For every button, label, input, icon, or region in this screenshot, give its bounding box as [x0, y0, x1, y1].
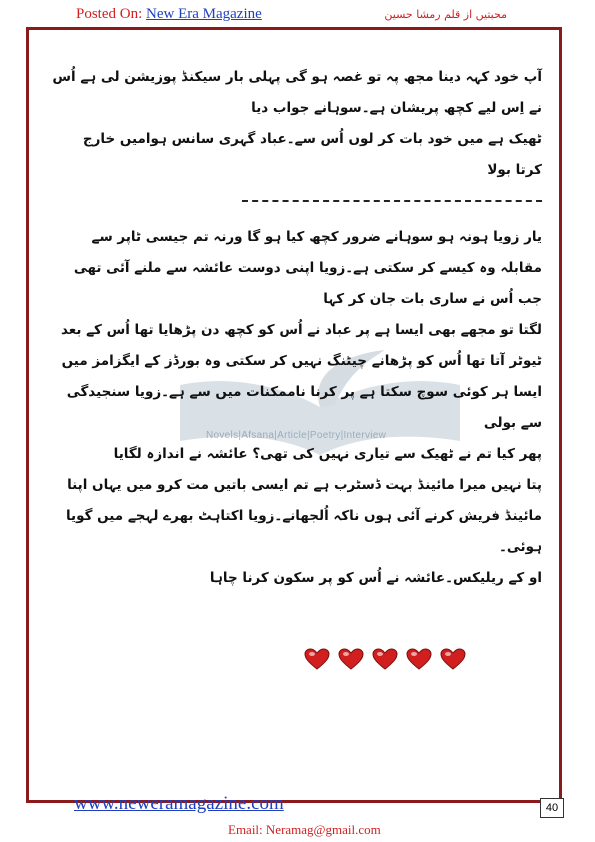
watermark-caption: Novels|Afsana|Article|Poetry|Interview: [206, 430, 387, 441]
paragraph: ٹھیک ہے میں خود بات کر لوں اُس سے۔عباد گہری سانس ہوامیں خارج کرتا بولا: [82, 131, 542, 178]
paragraph: آپ خود کہہ دینا مجھ پہ تو غصہ ہو گی پہلی بار سیکنڈ پوزیشن لی ہے اُس نے اِس لیے کچھ پریشان ہے۔سوہانے جواب دیا: [52, 69, 542, 116]
heart-icon: [372, 648, 398, 670]
heart-icon: [338, 648, 364, 670]
heart-icon: [406, 648, 432, 670]
hearts-decoration: [304, 648, 466, 670]
paragraph: او کے ریلیکس۔عائشہ نے اُس کو پر سکون کرنا چاہا: [209, 570, 542, 586]
paragraph: لگتا تو مجھے بھی ایسا ہے پر عباد نے اُس کو کچھ دن پڑھایا تھا اُس کے بعد ٹیوٹر آتا تھا اُس کو پڑھانے چیٹنگ نہیں کر سکتی وہ بورڈز کے ایگزامز میں ایسا ہر کوئی سوچ سکتا ہے پر کرنا ناممکنات میں سے ہے۔زویا سنجیدگی سے بولی: [60, 322, 542, 431]
page-number: 40: [540, 798, 564, 818]
website-link[interactable]: www.neweramagazine.com: [74, 793, 284, 814]
header-posted-on: [76, 6, 262, 23]
novel-content: [52, 62, 542, 594]
section-divider: [242, 198, 542, 202]
heart-icon: [440, 648, 466, 670]
footer-email: Email: Neramag@gmail.com: [228, 822, 381, 837]
heart-icon: [304, 648, 330, 670]
paragraph: پتا نہیں میرا مائینڈ بہت ڈسٹرب ہے تم ایسی باتیں مت کرو میں یہاں اپنا مائینڈ فریش کرنے آئی ہوں ناکہ اُلجھانے۔زویا اکتاہٹ بھرے لہجے میں گویا ہوئی۔: [65, 477, 542, 555]
paragraph: پھر کیا تم نے ٹھیک سے تیاری نہیں کی تھی؟ عائشہ نے اندازہ لگایا: [113, 446, 542, 462]
magazine-link[interactable]: New Era Magazine: [146, 6, 262, 22]
paragraph: یار زویا ہونہ ہو سوہانے ضرور کچھ کیا ہو گا ورنہ تم جیسی ٹاپر سے مقابلہ وہ کیسے کر سکتی ہے۔زویا اپنی دوست عائشہ سے ملنے آئی تھی جب اُس نے ساری بات جان کر کہا: [73, 229, 542, 307]
novel-author-title: محبتیں از قلم رمشا حسین: [384, 8, 507, 21]
posted-on-label: Posted On:: [76, 6, 143, 22]
